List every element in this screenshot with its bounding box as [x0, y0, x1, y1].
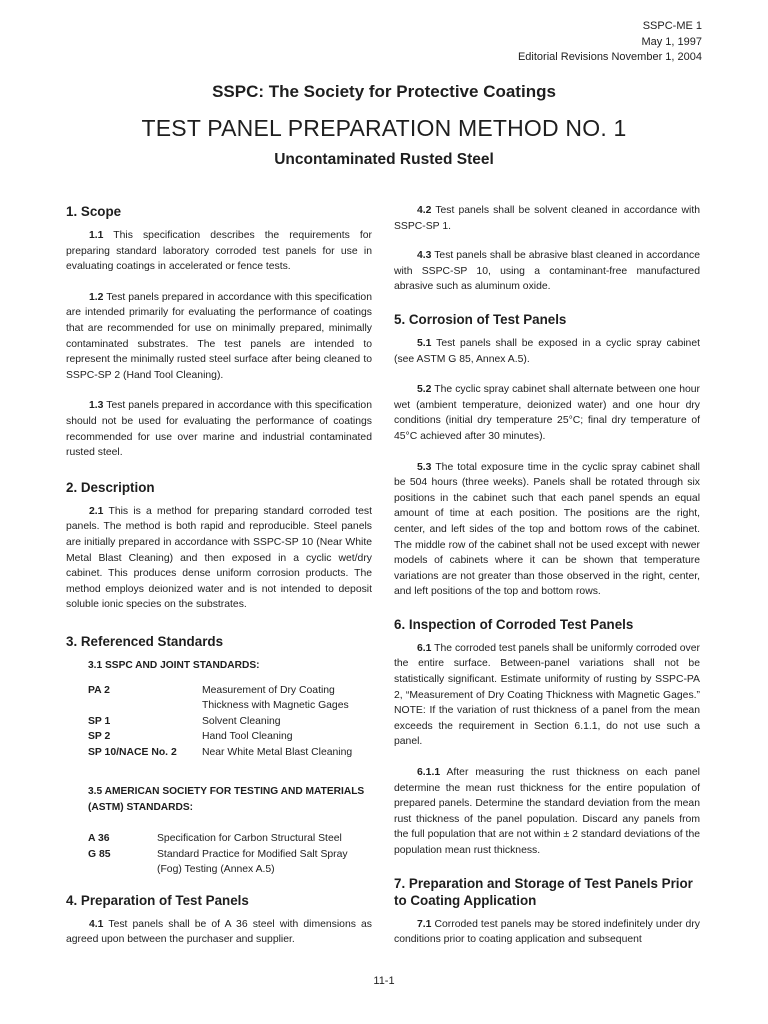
para-text: The total exposure time in the cyclic spray cabinet shall be 504 hours (three weeks). Panels shall be rotated through six positions in the cabinet such that each panel spends an equal amount of time at each position. The positions are the right, center, and left sides of the top and bottom rows of the cabinet. The middle row of the cabinet shall not be used except with newer models of cabinets where it can be shown that temperature variations are not greater than those observed in the right, center, and left positions of the top and bottom rows. — [394, 461, 700, 598]
paragraph-5-2 — [394, 382, 700, 444]
para-number: 5.2 — [417, 384, 432, 396]
para-number: 4.3 — [417, 250, 432, 262]
standard-desc: Near White Metal Blast Cleaning — [202, 746, 353, 758]
para-number: 7.1 — [417, 918, 432, 930]
standard-desc: Solvent Cleaning — [202, 715, 281, 727]
subsection-sspc-standards: 3.1 SSPC AND JOINT STANDARDS: — [88, 659, 260, 671]
para-text: Test panels prepared in accordance with this specification are intended primarily for evaluating the performance of coatings that are recommended for use on minimally prepared, minimally contaminated substrates. The test panels are intended to represent the minimally rusted steel surface after being cleaned to SSPC-SP 2 (Hand Tool Cleaning). — [66, 291, 372, 381]
page-number: 11-1 — [373, 975, 395, 987]
para-text: After measuring the rust thickness on each panel determine the mean rust thickness for the entire population of prepared panels. Determine the standard deviation from the mean rust thickness of the panel population. Discard any panels from the full population that are not within ± 2 standard deviations of the population mean rust thickness. — [394, 767, 700, 856]
astm-standards-table — [88, 831, 372, 878]
paragraph-4-3 — [394, 248, 700, 295]
para-text: Corroded test panels may be stored indefinitely under dry conditions prior to coating application and subsequent — [394, 918, 700, 946]
table-row — [88, 683, 372, 714]
standard-desc: Measurement of Dry Coating Thickness with Magnetic Gages — [202, 684, 349, 712]
section-heading-description: 2. Description — [66, 479, 155, 495]
standard-code: SP 1 — [88, 715, 111, 727]
left-column — [66, 203, 372, 963]
sspc-standards-table — [88, 683, 372, 761]
standard-desc: Specification for Carbon Structural Steel — [157, 833, 342, 845]
para-number: 2.1 — [89, 505, 104, 517]
section-heading-referenced-standards: 3. Referenced Standards — [66, 633, 224, 649]
section-heading-corrosion: 5. Corrosion of Test Panels — [394, 311, 567, 327]
paragraph-6-1 — [394, 641, 700, 750]
paragraph-2-1 — [66, 504, 372, 613]
paragraph-1-3 — [66, 398, 372, 460]
para-number: 4.1 — [89, 918, 104, 930]
para-text: This specification describes the requirements for preparing standard laboratory corroded test panels for use in evaluating coatings in accelerated or fence tests. — [66, 230, 372, 273]
paragraph-4-2 — [394, 203, 700, 234]
table-row — [88, 847, 372, 878]
paragraph-7-1 — [394, 917, 700, 948]
document-meta — [518, 19, 702, 66]
standard-desc: Standard Practice for Modified Salt Spray (Fog) Testing (Annex A.5) — [157, 848, 348, 876]
para-number: 5.3 — [417, 461, 432, 473]
section-heading-inspection: 6. Inspection of Corroded Test Panels — [394, 616, 634, 632]
para-text: This is a method for preparing standard corroded test panels. The method is both rapid and reproducible. Steel panels are initially prepared in accordance with SSPC-SP 10 (Near White Metal Blast Cleaning) and then exposed in a cyclic wet/dry cabinet. This produces dense uniform corrosion products. The method employs deionized water and is not intended to deposit soluble ionic species on the substrates. — [66, 505, 372, 611]
para-text: The corroded test panels shall be uniformly corroded over the entire surface. Between-panel variations shall not be statistically significant. Estimate uniformity of rusting by SSPC-PA 2, “Measurement of Dry Coating Thickness with Magnetic Gages.” NOTE: If the variation of rust thickness of a panel from the mean exceeds the requirement in Section 6.1.1, do not use such a panel. — [394, 642, 700, 748]
para-text: Test panels shall be abrasive blast cleaned in accordance with SSPC-SP 10, using a contaminant-free manufactured abrasive such as aluminum oxide. — [394, 250, 700, 293]
table-row — [88, 729, 372, 745]
para-number: 1.1 — [89, 230, 104, 241]
standard-code: PA 2 — [88, 684, 110, 696]
para-number: 1.2 — [89, 291, 104, 303]
paragraph-4-1 — [66, 917, 372, 948]
para-text: Test panels shall be exposed in a cyclic spray cabinet (see ASTM G 85, Annex A.5). — [394, 337, 700, 365]
table-row — [88, 714, 372, 730]
right-column — [394, 203, 700, 963]
para-text: Test panels prepared in accordance with this specification should not be used for evaluating the performance of coatings recommended for use over marine and industrial contaminated rusted steel. — [66, 400, 372, 459]
para-number: 1.3 — [89, 400, 104, 412]
paragraph-1-1 — [66, 228, 372, 275]
para-number: 5.1 — [417, 337, 432, 349]
paragraph-5-1 — [394, 336, 700, 367]
section-heading-preparation: 4. Preparation of Test Panels — [66, 892, 249, 908]
standard-code: SP 2 — [88, 731, 111, 743]
organization-name: SSPC: The Society for Protective Coatings — [212, 82, 556, 101]
doc-id: SSPC-ME 1 — [642, 20, 702, 32]
para-text: The cyclic spray cabinet shall alternate between one hour wet (ambient temperature, deionized water) and one hour dry conditions (initial dry temperature 25°C; final dry temperature of 45°C achieved after 30 minutes). — [394, 384, 700, 442]
doc-revision: Editorial Revisions November 1, 2004 — [517, 51, 702, 63]
section-heading-scope: 1. Scope — [66, 204, 122, 219]
standard-desc: Hand Tool Cleaning — [202, 731, 293, 743]
para-number: 6.1 — [417, 642, 432, 654]
page-title: TEST PANEL PREPARATION METHOD NO. 1 — [141, 115, 627, 141]
doc-date: May 1, 1997 — [641, 35, 702, 48]
standard-code: G 85 — [88, 848, 111, 860]
standard-code: SP 10/NACE No. 2 — [88, 746, 177, 758]
paragraph-1-2 — [66, 290, 372, 384]
paragraph-6-1-1 — [394, 765, 700, 859]
page-subtitle: Uncontaminated Rusted Steel — [274, 151, 494, 168]
standard-code: A 36 — [88, 833, 110, 845]
para-number: 6.1.1 — [417, 767, 441, 779]
subsection-astm-standards: 3.5 AMERICAN SOCIETY FOR TESTING AND MATERIALS (ASTM) STANDARDS: — [88, 786, 365, 813]
para-text: Test panels shall be solvent cleaned in accordance with SSPC-SP 1. — [394, 205, 700, 232]
para-text: Test panels shall be of A 36 steel with dimensions as agreed upon between the purchaser and supplier. — [66, 918, 372, 946]
section-heading-storage: 7. Preparation and Storage of Test Panels Prior to Coating Application — [394, 875, 693, 908]
table-row — [88, 745, 372, 761]
para-number: 4.2 — [417, 205, 432, 216]
table-row — [88, 831, 372, 847]
paragraph-5-3 — [394, 460, 700, 600]
